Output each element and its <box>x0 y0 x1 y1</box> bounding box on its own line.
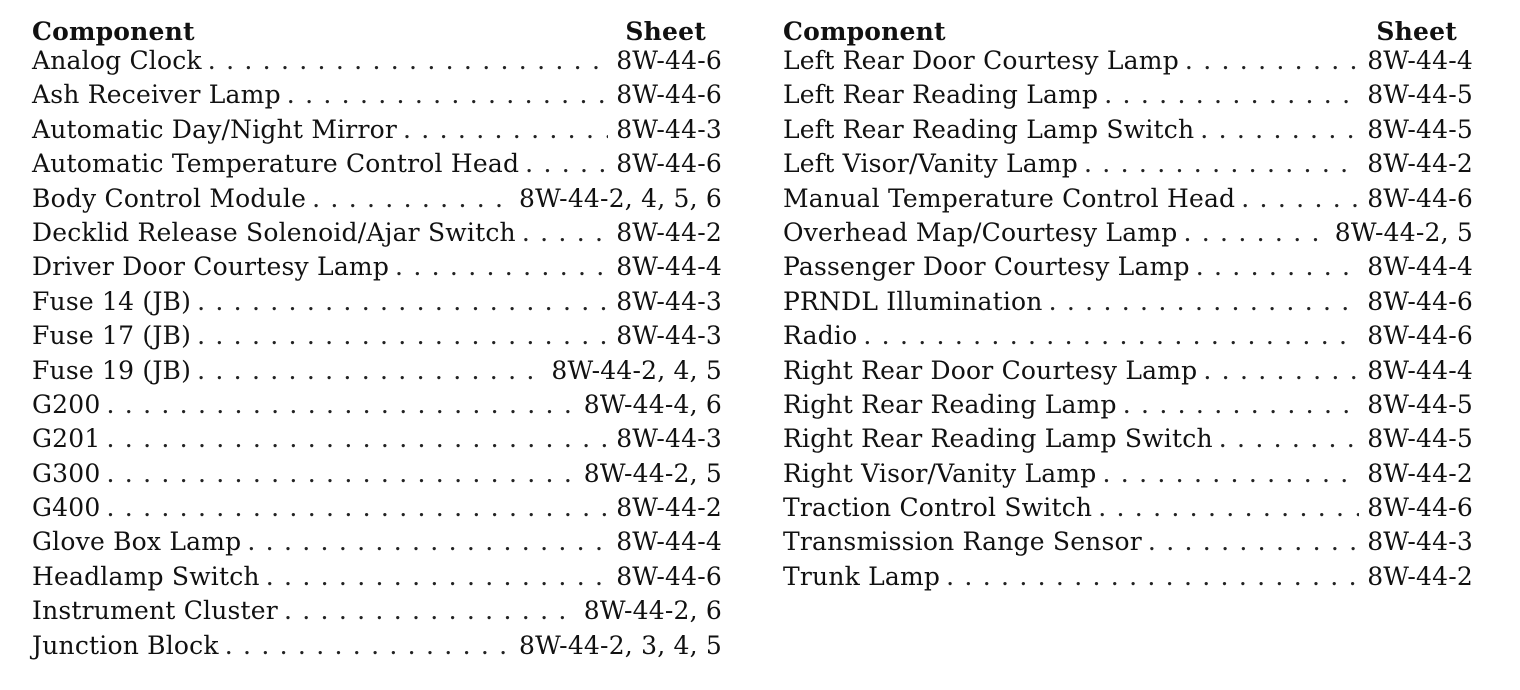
component-name: PRNDL Illumination <box>783 286 1043 316</box>
sheet-reference: 8W-44-2 <box>616 493 722 523</box>
component-name: Fuse 14 (JB) <box>32 286 192 316</box>
index-entry <box>32 184 722 218</box>
component-name: Left Rear Reading Lamp Switch <box>783 114 1195 144</box>
sheet-header: Sheet <box>625 17 706 46</box>
index-entry <box>32 252 722 286</box>
dot-leader <box>522 218 608 247</box>
component-name: Fuse 17 (JB) <box>32 321 192 351</box>
sheet-reference: 8W-44-2 <box>1367 458 1473 488</box>
sheet-reference: 8W-44-6 <box>1367 493 1473 523</box>
index-entry <box>32 356 722 390</box>
component-name: G300 <box>32 458 101 488</box>
dot-leader <box>863 321 1359 350</box>
sheet-reference: 8W-44-2, 5 <box>1334 217 1473 247</box>
index-entry <box>783 252 1473 286</box>
index-entry <box>783 424 1473 458</box>
index-entry <box>783 80 1473 114</box>
sheet-reference: 8W-44-4 <box>1367 355 1473 385</box>
sheet-reference: 8W-44-5 <box>1367 389 1473 419</box>
dot-leader <box>107 459 576 488</box>
dot-leader <box>287 80 608 109</box>
index-entry <box>32 115 722 149</box>
sheet-reference: 8W-44-3 <box>616 321 722 351</box>
column-header <box>32 12 722 46</box>
component-header: Component <box>32 17 195 46</box>
component-name: Right Rear Door Courtesy Lamp <box>783 355 1198 385</box>
dot-leader <box>107 390 576 419</box>
component-name: Right Rear Reading Lamp <box>783 389 1117 419</box>
sheet-reference: 8W-44-5 <box>1367 114 1473 144</box>
index-entry <box>32 46 722 80</box>
sheet-reference: 8W-44-2 <box>1367 149 1473 179</box>
sheet-reference: 8W-44-2, 4, 5 <box>551 355 722 385</box>
index-entry <box>783 493 1473 527</box>
component-name: Left Visor/Vanity Lamp <box>783 149 1079 179</box>
index-entry <box>783 390 1473 424</box>
component-name: Analog Clock <box>32 46 202 75</box>
component-name: Right Rear Reading Lamp Switch <box>783 424 1213 454</box>
dot-leader <box>284 596 576 625</box>
sheet-reference: 8W-44-4, 6 <box>583 389 722 419</box>
component-name: Radio <box>783 321 858 351</box>
dot-leader <box>1084 149 1359 178</box>
dot-leader <box>1219 424 1359 453</box>
dot-leader <box>197 287 608 316</box>
component-name: Traction Control Switch <box>783 493 1093 523</box>
component-index-right-column <box>783 12 1473 596</box>
sheet-reference: 8W-44-6 <box>1367 321 1473 351</box>
dot-leader <box>1241 184 1359 213</box>
sheet-reference: 8W-44-6 <box>616 561 722 591</box>
component-name: Junction Block <box>32 630 219 660</box>
dot-leader <box>208 46 608 75</box>
index-entry <box>783 218 1473 252</box>
sheet-reference: 8W-44-3 <box>616 424 722 454</box>
dot-leader <box>1104 80 1359 109</box>
component-name: Body Control Module <box>32 183 307 213</box>
sheet-reference: 8W-44-6 <box>616 80 722 110</box>
component-name: G201 <box>32 424 101 454</box>
index-entry <box>783 321 1473 355</box>
sheet-reference: 8W-44-2, 6 <box>583 596 722 626</box>
dot-leader <box>1185 46 1359 75</box>
component-name: Decklid Release Solenoid/Ajar Switch <box>32 217 516 247</box>
index-entry <box>32 218 722 252</box>
dot-leader <box>1183 218 1326 247</box>
sheet-reference: 8W-44-6 <box>1367 183 1473 213</box>
component-name: Automatic Temperature Control Head <box>32 149 520 179</box>
dot-leader <box>1148 527 1359 556</box>
index-entry <box>32 631 722 665</box>
dot-leader <box>403 115 608 144</box>
dot-leader <box>395 252 608 281</box>
dot-leader <box>1203 356 1359 385</box>
component-name: Overhead Map/Courtesy Lamp <box>783 217 1178 247</box>
index-entry <box>783 459 1473 493</box>
index-entry <box>783 149 1473 183</box>
dot-leader <box>107 493 609 522</box>
index-entry <box>783 562 1473 596</box>
component-name: Trunk Lamp <box>783 561 941 591</box>
sheet-reference: 8W-44-2, 4, 5, 6 <box>519 183 722 213</box>
sheet-reference: 8W-44-4 <box>616 527 722 557</box>
index-entry <box>32 493 722 527</box>
index-entry <box>783 527 1473 561</box>
dot-leader <box>247 527 608 556</box>
sheet-reference: 8W-44-4 <box>1367 252 1473 282</box>
index-entry <box>32 596 722 630</box>
index-entry <box>32 80 722 114</box>
column-header <box>783 12 1473 46</box>
dot-leader <box>1196 252 1360 281</box>
sheet-reference: 8W-44-2 <box>1367 561 1473 591</box>
index-entry <box>32 459 722 493</box>
index-entry <box>32 562 722 596</box>
sheet-reference: 8W-44-4 <box>1367 46 1473 75</box>
dot-leader <box>1102 459 1359 488</box>
sheet-reference: 8W-44-3 <box>616 114 722 144</box>
sheet-reference: 8W-44-6 <box>616 46 722 75</box>
component-index-left-column <box>32 12 722 665</box>
dot-leader <box>197 321 608 350</box>
dot-leader <box>1049 287 1360 316</box>
component-name: Left Rear Reading Lamp <box>783 80 1099 110</box>
entry-list <box>783 46 1473 596</box>
component-name: Automatic Day/Night Mirror <box>32 114 398 144</box>
component-name: Left Rear Door Courtesy Lamp <box>783 46 1179 75</box>
sheet-reference: 8W-44-6 <box>1367 286 1473 316</box>
sheet-reference: 8W-44-2, 5 <box>583 458 722 488</box>
dot-leader <box>197 356 543 385</box>
component-name: Passenger Door Courtesy Lamp <box>783 252 1190 282</box>
index-entry <box>32 390 722 424</box>
dot-leader <box>1123 390 1359 419</box>
index-entry <box>783 115 1473 149</box>
index-entry <box>32 149 722 183</box>
sheet-reference: 8W-44-3 <box>616 286 722 316</box>
index-entry <box>32 287 722 321</box>
dot-leader <box>1098 493 1359 522</box>
index-entry <box>783 184 1473 218</box>
component-name: Driver Door Courtesy Lamp <box>32 252 390 282</box>
index-entry <box>32 321 722 355</box>
index-entry <box>32 527 722 561</box>
dot-leader <box>312 184 511 213</box>
component-name: Instrument Cluster <box>32 596 278 626</box>
dot-leader <box>225 631 511 660</box>
dot-leader <box>107 424 609 453</box>
component-name: Fuse 19 (JB) <box>32 355 192 385</box>
sheet-reference: 8W-44-5 <box>1367 424 1473 454</box>
dot-leader <box>946 562 1359 591</box>
sheet-reference: 8W-44-3 <box>1367 527 1473 557</box>
index-entry <box>783 356 1473 390</box>
sheet-reference: 8W-44-2 <box>616 217 722 247</box>
component-name: Headlamp Switch <box>32 561 260 591</box>
component-name: G400 <box>32 493 101 523</box>
sheet-reference: 8W-44-4 <box>616 252 722 282</box>
dot-leader <box>525 149 608 178</box>
dot-leader <box>266 562 608 591</box>
component-header: Component <box>783 17 946 46</box>
index-entry <box>32 424 722 458</box>
component-name: Ash Receiver Lamp <box>32 80 281 110</box>
sheet-reference: 8W-44-2, 3, 4, 5 <box>519 630 722 660</box>
component-name: Right Visor/Vanity Lamp <box>783 458 1097 488</box>
component-name: Manual Temperature Control Head <box>783 183 1236 213</box>
entry-list <box>32 46 722 665</box>
sheet-reference: 8W-44-5 <box>1367 80 1473 110</box>
component-name: Glove Box Lamp <box>32 527 242 557</box>
index-entry <box>783 287 1473 321</box>
component-name: G200 <box>32 389 101 419</box>
sheet-header: Sheet <box>1376 17 1457 46</box>
component-name: Transmission Range Sensor <box>783 527 1142 557</box>
sheet-reference: 8W-44-6 <box>616 149 722 179</box>
dot-leader <box>1200 115 1359 144</box>
index-entry <box>783 46 1473 80</box>
